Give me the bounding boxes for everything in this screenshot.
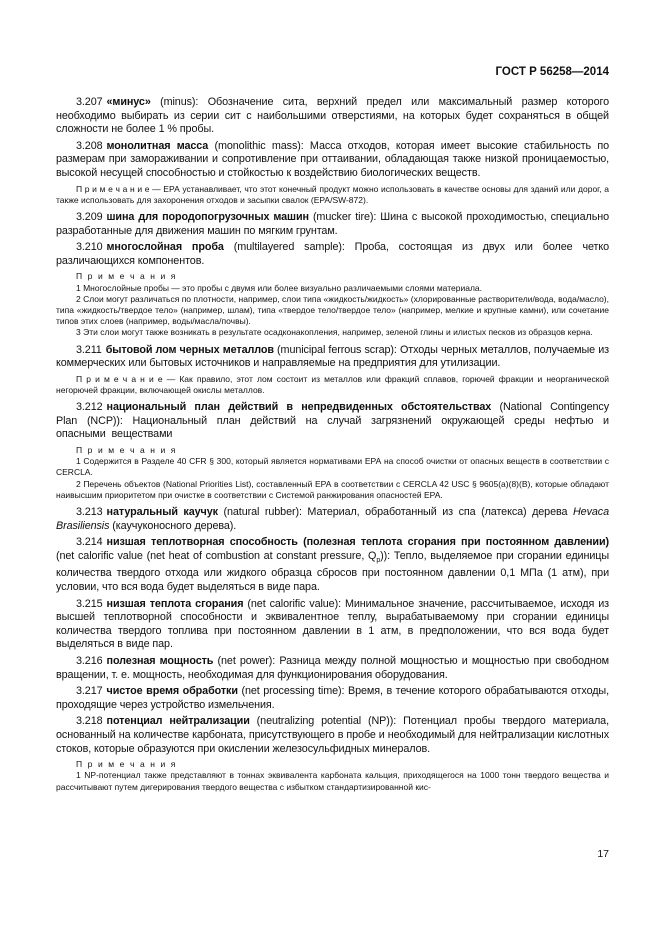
entry-3-214: 3.214 низшая теплотворная способность (полезная теплота сгорания при постоянном давлении) (net calorific value (net heat of combustion at constant pressure, $Q_p$)): Тепло, выделяемое при сгорании единицы количества твердого отхода или жидкого образца сбросов при постоянном давлении 0,1 МПа (1 атм), при условии, что вся вода будет выделяться в виде пара. — [56, 536, 609, 594]
entry-3-208: 3.208 монолитная масса (monolithic mass): Масса отходов, которая имеет высокие стабильность по размерам при замораживании и сопротивление при оттаивании, обладающая также низкой проницаемостью, высокой несущей способностью и стойкостью к воздействию биологических веществ. — [56, 139, 609, 179]
note-3-211: П р и м е ч а н и е — Как правило, этот лом состоит из металлов или фракций сплавов, горючей фракции и неорганической негорючей фракции, включающей окислы металлов. — [56, 373, 609, 395]
notes-3-218: П р и м е ч а н и я 1 NP-потенциал также представляют в тоннах эквивалента карбоната кальция, приходящегося на 1000 тонн твердого вещества и рассчитывают путем дигерирования твердого вещества с избытком стандартизированной кис- — [56, 759, 609, 792]
entry-3-209: 3.209 шина для породопогрузочных машин (mucker tire): Шина с высокой проходимостью, специально разработанные для движения машин по мягким грунтам. — [56, 210, 609, 237]
entry-3-212: 3.212 национальный план действий в непредвиденных обстоятельствах (National Contingency Plan (NCP)): Национальный план действий на случай загрязнений окружающей среды нефтью и опасными веществами — [56, 401, 609, 441]
entry-3-213: 3.213 натуральный каучук (natural rubber): Материал, обработанный из спа (латекса) дерева Hevaca Brasiliensis (каучуконосного дерева). — [56, 505, 609, 532]
entry-3-210: 3.210 многослойная проба (multilayered sample): Проба, состоящая из двух или более четко различающихся компонентов. — [56, 241, 610, 267]
entry-3-216: 3.216 полезная мощность (net power): Разница между полной мощностью и мощностью при свободном вращении, т. е. мощность, необходимая для функционирования оборудования. — [56, 655, 609, 681]
entry-3-215: 3.215 низшая теплота сгорания (net calorific value): Минимальное значение, рассчитываемое, исходя из высшей теплотворной способности и эквивалентное теплу, вырабатываемому при сгорании единицы количества твердого топлива при постоянном давлении в 1 атм, в предположении, что вся вода будет выделяться в виде пар. — [56, 597, 609, 651]
document-body — [56, 96, 609, 798]
notes-3-210: П р и м е ч а н и я 1 Многослойные пробы — это пробы с двумя или более визуально различаемыми слоями материала. 2 Слои могут различаться по плотности, например, слои типа «жидкость/жидкость» (хлорированные растворители/вода, вода/масло), типа «жидкость/твердое тело» (например, шлам), типа «твердое тело/твердое тело» (например, мелкие и крупные камни), или сочетание типов этих слоев (например, воды/масла/почвы). 3 Эти слои могут также возникать в результате осадконакопления, например, зеленой глины и илистых песков из образцов керна. — [56, 271, 609, 338]
entry-3-217: 3.217 чистое время обработки (net processing time): Время, в течение которого обрабатываются отходы, проходящие через устройство измельчения. — [56, 685, 609, 711]
document-id: ГОСТ Р 56258—2014 — [495, 66, 609, 78]
entry-3-207: 3.207 «минус» (minus): Обозначение сита, верхний предел или максимальный размер которого необходимо выбирать из серии сит с наибольшими отверстиями, на которых будет сохраняться в общей сложности не более 1 % пробы. — [56, 96, 609, 136]
note-3-208: П р и м е ч а н и е — ЕРА устанавливает, что этот конечный продукт можно использовать в качестве основы для зданий или дорог, а также использовать для захоронения отходов и засыпки свалок (EPA/SW-872). — [56, 183, 609, 205]
page-number: 17 — [597, 848, 609, 860]
entry-3-211: 3.211 бытовой лом черных металлов (municipal ferrous scrap): Отходы черных металлов, получаемые из коммерческих или бытовых источников и направляемые на предприятия для утилизации. — [56, 343, 609, 370]
entry-3-218: 3.218 потенциал нейтрализации (neutralizing potential (NP)): Потенциал пробы твердого материала, основанный на количестве карбоната, присутствующего в пробе и необходимый для нейтрализации кислотных стоков, которые образуются при окислении железосульфидных минералов. — [56, 715, 609, 755]
notes-3-212: П р и м е ч а н и я 1 Содержится в Разделе 40 CFR § 300, который является нормативами ЕРА на способ очистки от опасных веществ в соответствии с CERCLA. 2 Перечень объектов (National Priorities List), составленный ЕРА в соответствии с CERCLA 42 USC § 9605(a)(8)(B), которые обладают наивысшим приоритетом при очистке в соответствии с Системой ранжирования опасностей ЕРА. — [56, 444, 609, 500]
